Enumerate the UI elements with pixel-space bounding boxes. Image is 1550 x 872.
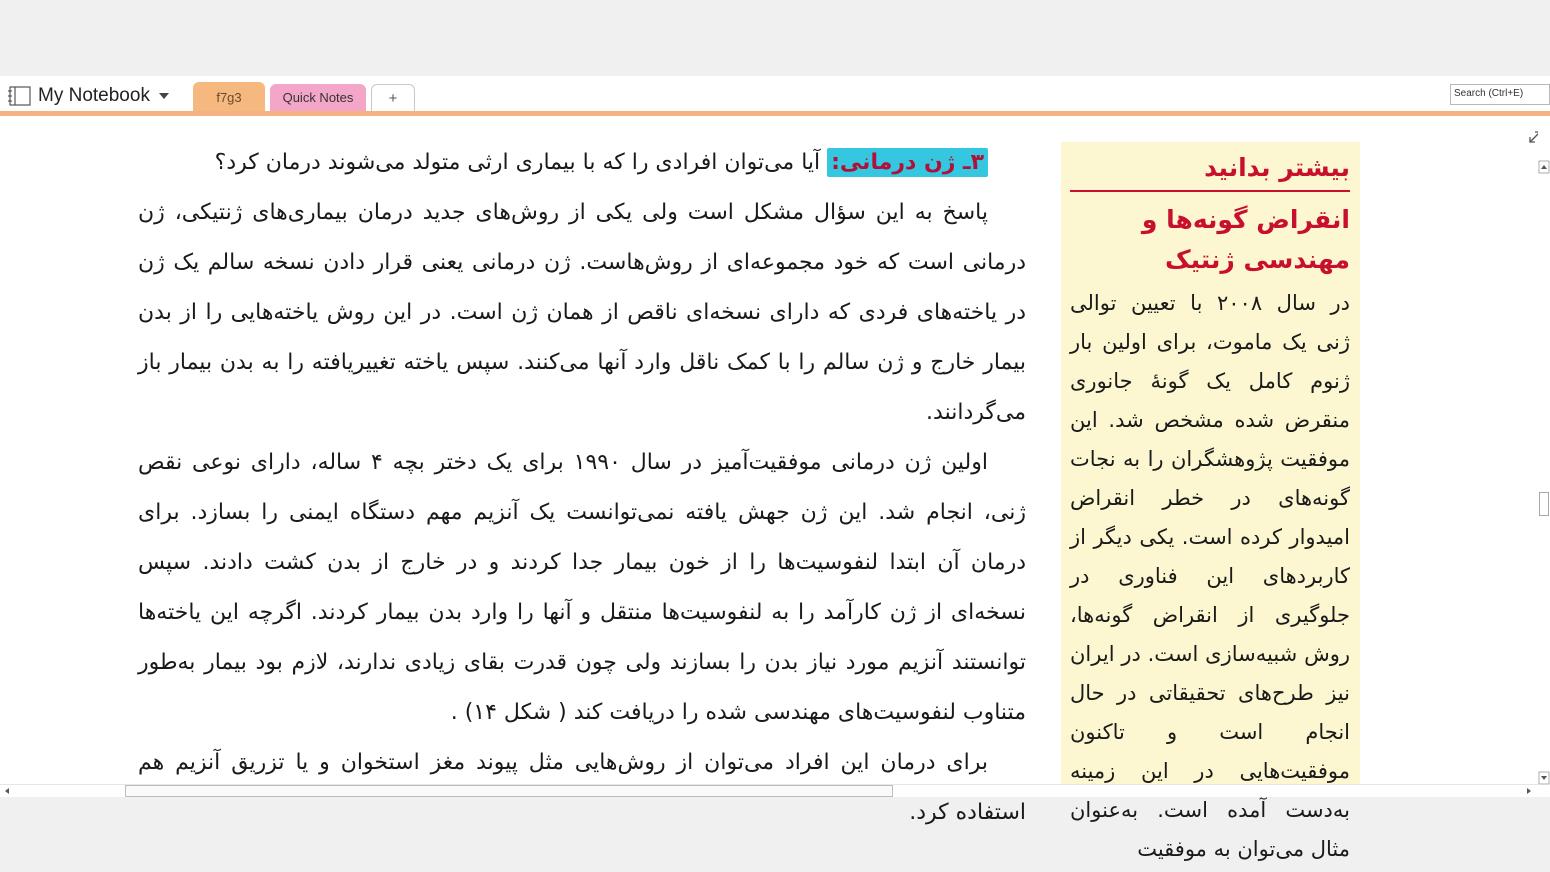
vertical-scroll-thumb[interactable]	[1539, 492, 1549, 516]
tab-quick-notes[interactable]: Quick Notes	[270, 84, 366, 111]
tab-f7g3[interactable]: f7g3	[193, 82, 265, 112]
sidebar-body: در سال ۲۰۰۸ با تعیین توالی ژنی یک ماموت، برای اولین بار ژنوم کامل یک گونهٔ جانوری منقرض شده مشخص شد. این موفقیت پژوهشگران را به نجات گونه‌های در خطر انقراض امیدوار کرده است. یکی دیگر از کاربردهای این فناوری در جلوگیری از انقراض گونه‌ها، روش شبیه‌سازی است. در ایران نیز طرح‌های تحقیقاتی در حال انجام است و تاکنون موفقیت‌هایی در این زمینه به‌دست آمده است. به‌عنوان مثال می‌توان به موفقیت	[1070, 291, 1350, 861]
scroll-down-icon[interactable]	[1539, 772, 1549, 784]
notebook-name: My Notebook	[38, 85, 150, 106]
search-input[interactable]: Search (Ctrl+E)	[1450, 84, 1550, 105]
paragraph-1: پاسخ به این سؤال مشکل است ولی یکی از روش‌های جدید درمان بیماری‌های ژنتیکی، ژن درمانی است که خود مجموعه‌ای از روش‌هاست. ژن درمانی یعنی قرار دادن نسخه سالم یک ژن در یاخته‌های فردی که دارای نسخه‌ای ناقص از همان ژن است. در این روش یاخته‌هایی را از بدن بیمار خارج و ژن سالم را با کمک ناقل وارد آنها می‌کنند. سپس یاخته تغییریافته را به بدن بیمار باز می‌گردانند.	[138, 200, 1026, 425]
heading-highlight: ۳ـ ژن درمانی:	[827, 148, 988, 177]
more-info-box	[1061, 142, 1360, 861]
horizontal-scrollbar[interactable]	[0, 784, 1538, 797]
notebook-icon	[8, 85, 32, 107]
chevron-down-icon	[158, 92, 170, 100]
section-heading	[138, 138, 1026, 188]
notebook-selector[interactable]	[8, 84, 170, 108]
scroll-right-icon[interactable]	[1524, 786, 1534, 796]
paragraph-3: برای درمان این افراد می‌توان از روش‌هایی مثل پیوند مغز استخوان و یا تزریق آنزیم هم استفاده کرد.	[138, 750, 1026, 825]
vertical-scrollbar[interactable]	[1538, 116, 1550, 784]
sidebar-subtitle: انقراض گونه‌ها و مهندسی ژنتیک	[1141, 205, 1350, 274]
paragraph-2: اولین ژن درمانی موفقیت‌آمیز در سال ۱۹۹۰ برای یک دختر بچه ۴ ساله، دارای نوعی نقص ژنی، انجام شد. این ژن جهش یافته نمی‌توانست یک آنزیم مهم دستگاه ایمنی را بسازد. برای درمان آن ابتدا لنفوسیت‌ها را از خون بیمار جدا کردند و در خارج از بدن کشت دادند. سپس نسخه‌ای از ژن کارآمد را به لنفوسیت‌ها منتقل و آنها را وارد بدن بیمار کردند. اگرچه این یاخته‌ها توانستند آنزیم مورد نیاز بدن را بسازند ولی چون قدرت بقای زیادی ندارند، لازم بود بیمار به‌طور متناوب لنفوسیت‌های مهندسی شده را دریافت کند ( شکل ۱۴) .	[138, 450, 1026, 725]
horizontal-scroll-thumb[interactable]	[125, 785, 893, 797]
sidebar-title: بیشتر بدانید	[1070, 148, 1350, 192]
heading-question: آیا می‌توان افرادی را که با بیماری ارثی متولد می‌شوند درمان کرد؟	[214, 150, 828, 175]
add-section-button[interactable]: +	[371, 84, 415, 111]
scroll-up-icon[interactable]	[1539, 161, 1549, 173]
onenote-window	[0, 76, 1550, 861]
section-tab-bar	[0, 76, 1550, 112]
scroll-left-icon[interactable]	[2, 786, 12, 796]
page-canvas[interactable]	[0, 116, 1538, 861]
main-content[interactable]	[138, 138, 1026, 838]
